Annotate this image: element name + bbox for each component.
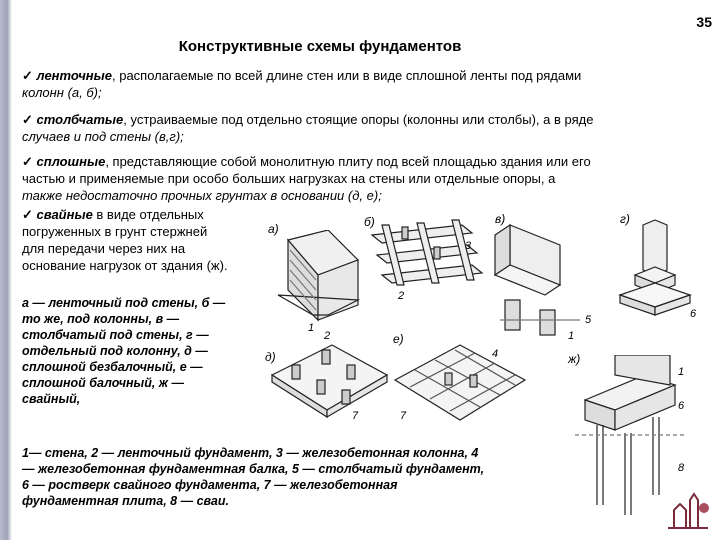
legend-line: 6 — ростверк свайного фундамента, 7 — железобетонная [22,478,398,492]
figure-a-strip-wall [268,230,368,330]
keyword: столбчатые [36,112,124,127]
caption-line: то же, под колонны, в — [22,312,180,326]
label-5: 5 [585,314,592,326]
label-6: 6 [690,308,697,320]
item-lentochnye-line1: ✓ ленточные, располагаемые по всей длине стен или в виде сплошной ленты под рядами [22,68,582,83]
keyword: ленточные [36,68,112,83]
item-svainye-line4: основание нагрузок от здания (ж). [22,258,228,273]
check-icon: ✓ [22,68,33,83]
label-1z: 1 [678,366,685,378]
item-stolbchatye-line2: случаев и под стены (в,г); [22,129,184,144]
caption-line: сплошной безбалочный, е — [22,360,203,374]
figure-label-zh: ж) [568,352,581,366]
check-icon: ✓ [22,207,33,222]
label-2: 2 [324,330,331,342]
caption-line: столбчатый под стены, г — [22,328,209,342]
caption-line: свайный, [22,392,81,406]
figure-label-b: б) [364,215,375,229]
item-stolbchatye-line1: ✓ столбчатые, устраиваемые под отдельно стоящие опоры (колонны или столбы), а в ряде [22,112,594,127]
page-number: 35 [696,14,712,30]
figure-label-v: в) [495,212,506,226]
label-2b: 2 [398,290,405,302]
label-3: 3 [465,240,472,252]
label-7b: 7 [400,410,407,422]
item-lentochnye-line2: колонн (а, б); [22,85,102,100]
slide-left-border [0,0,12,540]
figure-label-g: г) [620,212,630,226]
label-1c: 1 [568,330,575,342]
legend-line: — железобетонная фундаментная балка, 5 — столбчатый фундамент, [22,462,485,476]
keyword: сплошные [36,154,106,169]
item-sploshnye-line1: ✓ сплошные, представляющие собой монолитную плиту под всей площадью здания или его [22,154,591,169]
logo-icon [662,488,714,536]
legend-line: фундаментная плита, 8 — сваи. [22,494,229,508]
label-8: 8 [678,462,685,474]
figure-e-ribbed-slab [390,335,530,430]
figure-v-column-wall [480,220,590,340]
label-4: 4 [492,348,499,360]
caption-line: отдельный под колонну, д — [22,344,208,358]
caption-line: сплошной балочный, ж — [22,376,184,390]
figure-b-strip-grid [362,215,492,295]
caption-line: а — ленточный под стены, б — [22,296,226,310]
legend-line: 1— стена, 2 — ленточный фундамент, 3 — железобетонная колонна, 4 [22,446,479,460]
label-7: 7 [352,410,359,422]
item-svainye-line3: для передачи через них на [22,241,186,256]
figure-label-e: е) [393,332,404,346]
item-sploshnye-line2: частью и применяемые при особо больших нагрузках на стены или отдельные опоры, а [22,171,556,186]
check-icon: ✓ [22,112,33,127]
figure-d-slab [262,335,392,425]
check-icon: ✓ [22,154,33,169]
keyword: свайные [36,207,93,222]
page-title: Конструктивные схемы фундаментов [178,38,462,55]
label-6z: 6 [678,400,685,412]
item-svainye-line1: ✓ свайные в виде отдельных [22,207,204,222]
figure-label-a: а) [268,222,279,236]
label-1: 1 [308,322,315,334]
item-svainye-line2: погруженных в грунт стержней [22,224,208,239]
item-sploshnye-line3: также недостаточно прочных грунтах в основании (д, е); [22,188,382,203]
figure-label-d: д) [265,350,276,364]
